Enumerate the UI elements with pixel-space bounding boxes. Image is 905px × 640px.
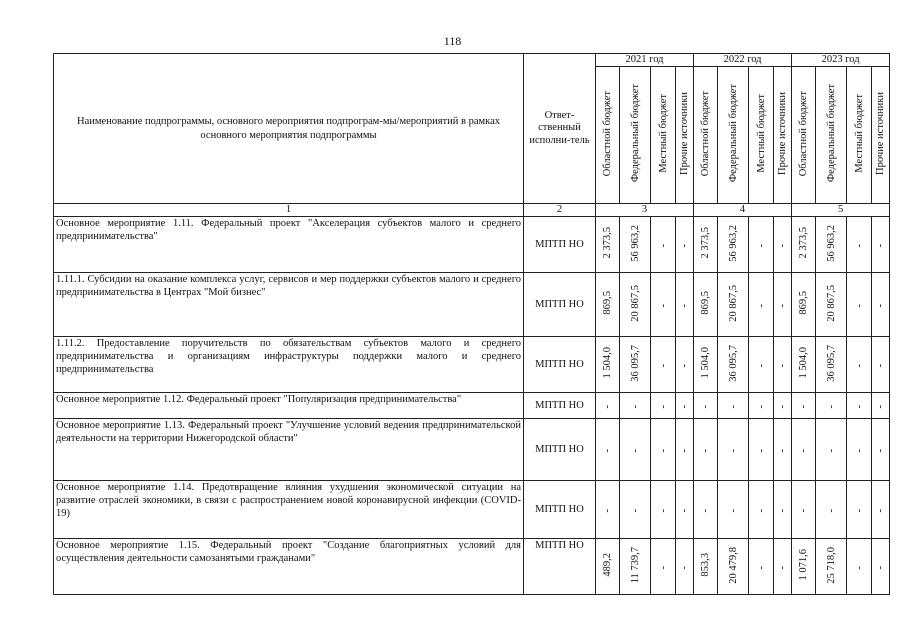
value-text: 36 095,7 [825,344,837,382]
value-cell [872,393,890,419]
value-cell [694,217,718,273]
value-text: - [755,508,767,512]
year-header-row [54,54,890,67]
value-text: - [798,508,810,512]
row-name: 1.11.1. Субсидии на оказание комплекса услуг, сервисов и мер поддержки субъектов малого и среднего предпринимательства в Центрах "Мой бизнес" [54,273,524,337]
value-text: - [853,565,865,569]
value-cell [651,337,676,393]
value-cell [872,539,890,595]
value-text: 869,5 [602,291,613,315]
value-text: - [777,363,789,367]
value-text: 56 963,2 [825,224,837,262]
value-cell [816,539,847,595]
value-cell [718,539,749,595]
row-executor: МПТП НО [524,481,596,539]
value-cell [694,481,718,539]
value-text: - [755,565,767,569]
row-name: Основное мероприятие 1.13. Федеральный проект "Улучшение условий ведения предпринимательской деятельности на территории Нижегородской области" [54,419,524,481]
value-text: - [700,508,712,512]
table-row [54,217,890,273]
value-cell [749,393,774,419]
value-text: - [700,404,712,408]
value-cell [749,337,774,393]
value-text: - [657,404,669,408]
value-cell [749,273,774,337]
value-cell [847,419,872,481]
subcol-header: Областной бюджет [792,67,816,204]
value-cell [694,337,718,393]
value-text: 25 718,0 [825,546,837,584]
value-text: - [679,363,691,367]
value-text: - [727,404,739,408]
subcol-header: Прочие источники [774,67,792,204]
value-text: - [825,508,837,512]
subcol-header: Федеральный бюджет [620,67,651,204]
value-cell [792,419,816,481]
row-executor: МПТП НО [524,539,596,595]
value-text: - [657,448,669,452]
subcol-header: Местный бюджет [749,67,774,204]
value-cell [816,481,847,539]
value-text: - [853,404,865,408]
value-cell [718,217,749,273]
subcol-header: Местный бюджет [651,67,676,204]
value-cell [792,273,816,337]
value-text: - [875,565,887,569]
value-text: - [629,404,641,408]
value-text: - [657,303,669,307]
value-cell [774,393,792,419]
value-text: 56 963,2 [727,224,739,262]
column-number: 4 [694,204,792,217]
value-text: - [679,508,691,512]
value-cell [676,217,694,273]
row-executor: МПТП НО [524,273,596,337]
name-column-header: Наименование подпрограммы, основного мероприятия подпрограм-мы/мероприятий в рамках основного мероприятия подпрограммы [54,54,524,204]
value-text: - [657,565,669,569]
subcol-header: Областной бюджет [596,67,620,204]
value-text: - [825,448,837,452]
value-cell [718,337,749,393]
value-text: - [700,448,712,452]
value-text: - [875,363,887,367]
value-cell [792,393,816,419]
value-cell [651,539,676,595]
value-cell [651,419,676,481]
value-cell [694,539,718,595]
value-text: - [602,508,613,512]
value-cell [816,337,847,393]
value-cell [872,481,890,539]
value-cell [792,481,816,539]
value-text: 56 963,2 [629,224,641,262]
value-text: 1 071,6 [798,549,810,581]
row-executor: МПТП НО [524,337,596,393]
value-text: - [875,508,887,512]
value-text: - [679,565,691,569]
value-cell [749,481,774,539]
value-cell [774,273,792,337]
value-text: - [798,404,810,408]
value-text: - [727,508,739,512]
value-text: - [755,363,767,367]
subcol-header: Местный бюджет [847,67,872,204]
value-cell [676,539,694,595]
table-body [54,217,890,595]
value-cell [596,337,620,393]
value-text: - [777,404,789,408]
table-row [54,481,890,539]
value-cell [651,217,676,273]
executor-column-header: Ответ-ственный исполни-тель [524,54,596,204]
value-text: - [629,508,641,512]
value-cell [596,217,620,273]
value-text: - [755,243,767,247]
value-cell [651,273,676,337]
value-text: - [657,363,669,367]
value-cell [676,393,694,419]
value-cell [694,419,718,481]
value-cell [718,481,749,539]
value-text: 2 373,5 [700,227,712,259]
value-text: - [657,508,669,512]
value-text: 20 867,5 [727,284,739,322]
value-text: - [875,448,887,452]
value-cell [792,539,816,595]
value-cell [620,337,651,393]
value-text: 20 867,5 [629,284,641,322]
value-cell [694,273,718,337]
value-text: 36 095,7 [727,344,739,382]
value-text: 869,5 [700,291,712,315]
subcol-header: Прочие источники [676,67,694,204]
value-text: - [825,404,837,408]
value-text: - [679,448,691,452]
value-cell [694,393,718,419]
value-cell [774,217,792,273]
value-cell [620,217,651,273]
value-text: 1 504,0 [700,347,712,379]
value-cell [620,393,651,419]
value-text: - [777,565,789,569]
value-text: - [602,448,613,452]
subcol-header: Федеральный бюджет [718,67,749,204]
value-cell [651,393,676,419]
table-row [54,273,890,337]
value-cell [676,481,694,539]
value-cell [847,337,872,393]
value-cell [816,419,847,481]
value-cell [872,337,890,393]
value-cell [676,337,694,393]
value-cell [774,539,792,595]
value-text: - [875,243,887,247]
table-row [54,539,890,595]
year-header-2022: 2022 год [694,54,792,67]
subcol-header: Областной бюджет [694,67,718,204]
value-text: 869,5 [798,291,810,315]
value-text: - [853,448,865,452]
value-cell [749,419,774,481]
value-text: 36 095,7 [629,344,641,382]
value-text: 853,3 [700,553,712,577]
value-cell [774,337,792,393]
value-text: - [777,243,789,247]
row-name: Основное мероприятие 1.15. Федеральный проект "Создание благоприятных условий для осуществления деятельности самозанятыми гражданами" [54,539,524,595]
value-cell [718,393,749,419]
value-text: - [727,448,739,452]
value-cell [596,419,620,481]
value-text: 20 867,5 [825,284,837,322]
value-cell [774,419,792,481]
value-cell [872,273,890,337]
value-text: 2 373,5 [798,227,810,259]
value-cell [620,481,651,539]
value-cell [792,217,816,273]
year-header-2021: 2021 год [596,54,694,67]
value-cell [872,419,890,481]
value-cell [620,419,651,481]
value-text: - [875,303,887,307]
row-name: Основное мероприятие 1.14. Предотвращение влияния ухудшения экономической ситуации на развитие отраслей экономики, в связи с распространением новой коронавирусной инфекции (COVID-19) [54,481,524,539]
value-text: - [853,243,865,247]
value-cell [620,273,651,337]
value-text: - [679,303,691,307]
value-cell [718,419,749,481]
value-text: - [679,404,691,408]
subcol-header: Федеральный бюджет [816,67,847,204]
column-number: 1 [54,204,524,217]
value-text: 489,2 [602,553,613,577]
value-text: - [875,404,887,408]
row-name: 1.11.2. Предоставление поручительств по обязательствам субъектов малого и среднего предпринимательства и организациям инфраструктуры поддержки малого и среднего предпринимательства [54,337,524,393]
value-cell [847,481,872,539]
value-cell [749,539,774,595]
value-text: - [755,303,767,307]
value-cell [792,337,816,393]
column-number: 2 [524,204,596,217]
table-row [54,393,890,419]
value-text: - [679,243,691,247]
value-text: - [853,508,865,512]
subcol-header: Прочие источники [872,67,890,204]
value-text: - [853,303,865,307]
value-cell [816,273,847,337]
row-executor: МПТП НО [524,393,596,419]
value-cell [872,217,890,273]
value-cell [847,539,872,595]
value-cell [847,393,872,419]
value-cell [816,217,847,273]
row-executor: МПТП НО [524,419,596,481]
value-cell [847,273,872,337]
column-number: 3 [596,204,694,217]
row-name: Основное мероприятие 1.12. Федеральный проект "Популяризация предпринимательства" [54,393,524,419]
year-header-2023: 2023 год [792,54,890,67]
value-cell [718,273,749,337]
value-cell [816,393,847,419]
page-number: 118 [443,34,462,48]
value-text: 1 504,0 [798,347,810,379]
value-text: - [777,303,789,307]
value-text: - [657,243,669,247]
value-cell [847,217,872,273]
value-cell [596,481,620,539]
value-text: 2 373,5 [602,227,613,259]
value-cell [774,481,792,539]
budget-table [53,53,890,595]
value-text: - [777,448,789,452]
value-text: - [853,363,865,367]
value-text: - [755,448,767,452]
value-text: - [755,404,767,408]
row-executor: МПТП НО [524,217,596,273]
value-text: - [777,508,789,512]
row-name: Основное мероприятие 1.11. Федеральный проект "Акселерация субъектов малого и среднего предпринимательства" [54,217,524,273]
value-cell [676,273,694,337]
value-cell [596,273,620,337]
column-number-row [54,204,890,217]
value-cell [596,393,620,419]
value-cell [620,539,651,595]
value-text: 1 504,0 [602,347,613,379]
value-text: 20 479,8 [727,546,739,584]
column-number: 5 [792,204,890,217]
value-cell [596,539,620,595]
value-cell [651,481,676,539]
value-text: 11 739,7 [629,546,641,584]
value-text: - [629,448,641,452]
table-row [54,419,890,481]
table-row [54,337,890,393]
value-text: - [602,404,613,408]
value-cell [676,419,694,481]
value-text: - [798,448,810,452]
value-cell [749,217,774,273]
